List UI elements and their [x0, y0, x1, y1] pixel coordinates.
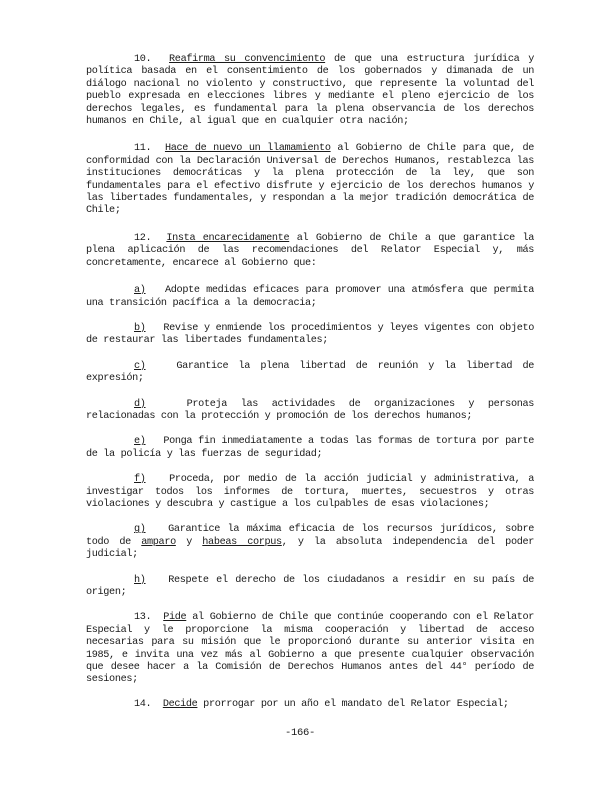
paragraph-text: al Gobierno de Chile que continúe cooperando con el Relator Especial y le proporcione la misma cooperación y libertad de acceso necesarias para su misión que le proporcionó durante su anterior visita en 1985, e invita una vez más al Gobierno a que presente cualquier observación que desee hacer a la Comisión de Derechos Humanos antes del 44° período de sesiones;	[86, 612, 535, 686]
operative-verb: Insta encarecidamente	[166, 232, 290, 244]
document-page	[86, 54, 534, 711]
operative-verb: Reafirma su convencimiento	[169, 54, 326, 65]
paragraph-text: al Gobierno de Chile a que garantice la plena aplicación de las recomendaciones del Relator Especial y, más concretamente, encarece al Gobierno que:	[86, 232, 534, 269]
term-habeas-corpus: habeas corpus	[202, 536, 282, 548]
paragraph-number: 10.	[134, 54, 152, 65]
subparagraph-text: Adopte medidas eficaces para promover una atmósfera que permita una transición pacífica a la democracia;	[86, 285, 534, 309]
operative-verb: Hace de nuevo un llamamiento	[164, 143, 331, 155]
paragraph-number: 13.	[134, 612, 152, 624]
subparagraph-letter: c)	[134, 360, 146, 372]
paragraph-number: 14.	[134, 698, 152, 710]
subparagraph-d	[86, 399, 534, 424]
subparagraph-b	[86, 323, 534, 348]
paragraph-number: 11.	[134, 143, 152, 155]
subparagraph-letter: e)	[134, 436, 146, 448]
paragraph-14	[86, 699, 534, 711]
paragraph-10	[86, 54, 534, 128]
subparagraph-text: Garantice la máxima eficacia de los recursos jurídicos, sobre todo de	[86, 524, 534, 548]
subparagraph-g	[86, 524, 534, 561]
operative-verb: Decide	[162, 698, 198, 710]
subparagraph-text: Revise y enmiende los procedimientos y leyes vigentes con objeto de restaurar las libertades fundamentales;	[86, 322, 534, 347]
subparagraph-text: Proceda, por medio de la acción judicial y administrativa, a investigar todos los informes de tortura, muertes, secuestros y otras violaciones y descubra y castigue a los culpables de esas violaciones;	[86, 474, 535, 510]
subparagraph-text: y	[175, 536, 203, 548]
paragraph-text: de que una estructura jurídica y política basada en el consentimiento de los gobernados y dimanada de un diálogo nacional no violento y constructivo, que represente la voluntad del pueblo expresada en elecciones libres y mediante el pleno ejercicio de los derechos legales, es fundamental para la plena observancia de los derechos humanos en Chile, al igual que en cualquier otra nación;	[86, 54, 534, 128]
subparagraph-text: Proteja las actividades de organizaciones y personas relacionadas con la protección y promoción de los derechos humanos;	[86, 398, 535, 422]
subparagraph-h	[86, 575, 534, 600]
subparagraph-letter: f)	[134, 474, 146, 486]
subparagraph-letter: g)	[134, 524, 146, 536]
subparagraph-letter: b)	[134, 322, 146, 334]
paragraph-number: 12.	[134, 232, 152, 244]
subparagraph-letter: d)	[134, 398, 146, 410]
subparagraph-f	[86, 474, 534, 511]
subparagraph-e	[86, 436, 534, 461]
subparagraph-text: , y la absoluta independencia del poder judicial;	[86, 536, 534, 561]
subparagraph-text: Garantice la plena libertad de reunión y la libertad de expresión;	[86, 360, 534, 385]
subparagraph-letter: a)	[134, 285, 146, 297]
paragraph-11	[86, 143, 534, 217]
paragraph-text: al Gobierno de Chile para que, de conformidad con la Declaración Universal de Derechos Humanos, restablezca las instituciones democráticas y la plena protección de la ley, que son fundamentales para el efectivo disfrute y ejercicio de los derechos humanos y las libertades fundamentales, y respondan a la mejor tradición democrática de Chile;	[86, 143, 534, 217]
paragraph-13	[86, 612, 534, 686]
term-amparo: amparo	[141, 536, 176, 548]
subparagraph-a	[86, 285, 534, 310]
paragraph-12	[86, 233, 534, 270]
subparagraph-letter: h)	[134, 574, 146, 586]
operative-verb: Pide	[163, 612, 187, 624]
page-number: -166-	[284, 727, 315, 739]
subparagraph-text: Respete el derecho de los ciudadanos a residir en su país de origen;	[86, 574, 535, 598]
paragraph-text: prorrogar por un año el mandato del Relator Especial;	[197, 698, 509, 710]
subparagraph-c	[86, 361, 534, 386]
subparagraph-text: Ponga fin inmediatamente a todas las formas de tortura por parte de la policía y las fuerzas de seguridad;	[86, 436, 534, 460]
